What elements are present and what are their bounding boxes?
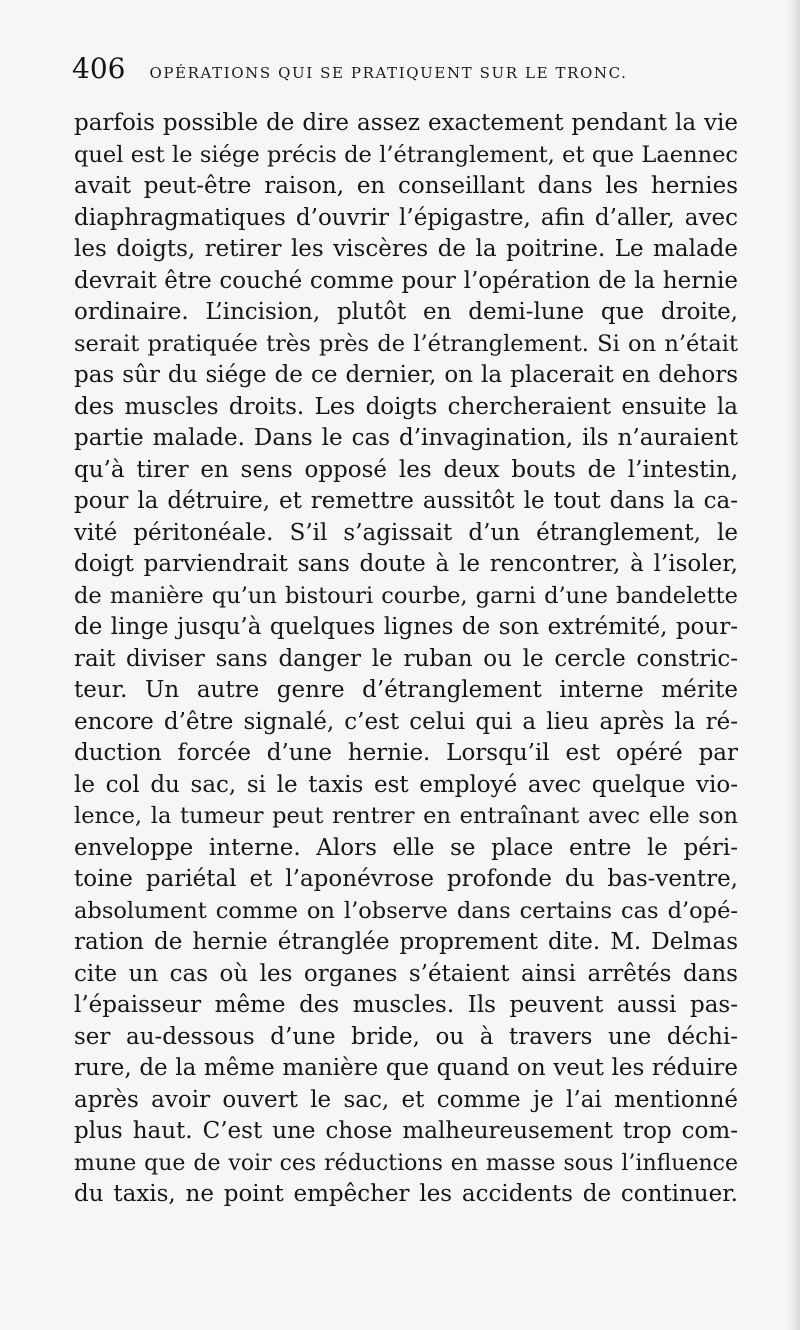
text-line: cite un cas où les organes s’étaient ainsi arrêtés dans: [74, 960, 738, 987]
text-line: rure, de la même manière que quand on veut les réduire: [74, 1055, 738, 1081]
text-line: de linge jusqu’à quelques lignes de son extrémité, pour-: [74, 614, 738, 640]
page-header: [72, 52, 702, 102]
text-line: toine pariétal et l’aponévrose profonde du bas-ventre,: [74, 866, 738, 892]
text-line: ration de hernie étranglée proprement dite. M. Delmas: [74, 929, 738, 955]
text-line: quel est le siége précis de l’étranglement, et que Laennec: [74, 141, 738, 168]
text-line: qu’à tirer en sens opposé les deux bouts de l’intestin,: [74, 456, 738, 483]
text-line: avait peut-être raison, en conseillant dans les hernies: [74, 173, 738, 199]
text-line: pour la détruire, et remettre aussitôt le tout dans la ca-: [74, 488, 738, 514]
text-line: rait diviser sans danger le ruban ou le cercle constric-: [74, 645, 738, 672]
text-line: de manière qu’un bistouri courbe, garni d’une bandelette: [74, 582, 738, 609]
body-text: [74, 108, 738, 1211]
text-line: plus haut. C’est une chose malheureusement trop com-: [74, 1118, 738, 1144]
text-line: pas sûr du siége de ce dernier, on la placerait en dehors: [74, 362, 738, 388]
text-line: devrait être couché comme pour l’opération de la hernie: [74, 267, 738, 294]
text-line: absolument comme on l’observe dans certains cas d’opé-: [74, 897, 738, 924]
text-line: diaphragmatiques d’ouvrir l’épigastre, afin d’aller, avec: [74, 204, 738, 231]
text-line: partie malade. Dans le cas d’invagination, ils n’auraient: [74, 425, 738, 451]
text-line: les doigts, retirer les viscères de la poitrine. Le malade: [74, 236, 738, 262]
text-line: parfois possible de dire assez exactement pendant la vie: [74, 110, 738, 136]
text-line: ser au-dessous d’une bride, ou à travers une déchi-: [74, 1023, 738, 1050]
text-line: duction forcée d’une hernie. Lorsqu’il est opéré par: [74, 740, 738, 766]
running-title: OPÉRATIONS QUI SE PRATIQUENT SUR LE TRONC.: [149, 64, 628, 82]
text-line: du taxis, ne point empêcher les accidents de continuer.: [74, 1181, 738, 1207]
text-line: mune que de voir ces réductions en masse sous l’influence: [74, 1150, 738, 1176]
page-edge-shadow: [786, 0, 800, 1330]
text-line: vité péritonéale. S’il s’agissait d’un étranglement, le: [74, 519, 738, 546]
text-line: doigt parviendrait sans doute à le rencontrer, à l’isoler,: [74, 551, 738, 577]
text-line: serait pratiquée très près de l’étranglement. Si on n’était: [74, 330, 738, 357]
text-line: l’épaisseur même des muscles. Ils peuvent aussi pas-: [74, 992, 738, 1018]
text-line: le col du sac, si le taxis est employé avec quelque vio-: [74, 771, 738, 798]
text-line: enveloppe interne. Alors elle se place entre le péri-: [74, 834, 738, 861]
page-number: 406: [72, 52, 126, 85]
text-line: lence, la tumeur peut rentrer en entraînant avec elle son: [74, 803, 738, 829]
text-line: teur. Un autre genre d’étranglement interne mérite: [74, 677, 738, 703]
text-line: après avoir ouvert le sac, et comme je l’ai mentionné: [74, 1086, 738, 1113]
text-line: encore d’être signalé, c’est celui qui a lieu après la ré-: [74, 708, 738, 735]
text-line: ordinaire. L’incision, plutôt en demi-lune que droite,: [74, 299, 738, 325]
text-line: des muscles droits. Les doigts chercheraient ensuite la: [74, 393, 738, 420]
